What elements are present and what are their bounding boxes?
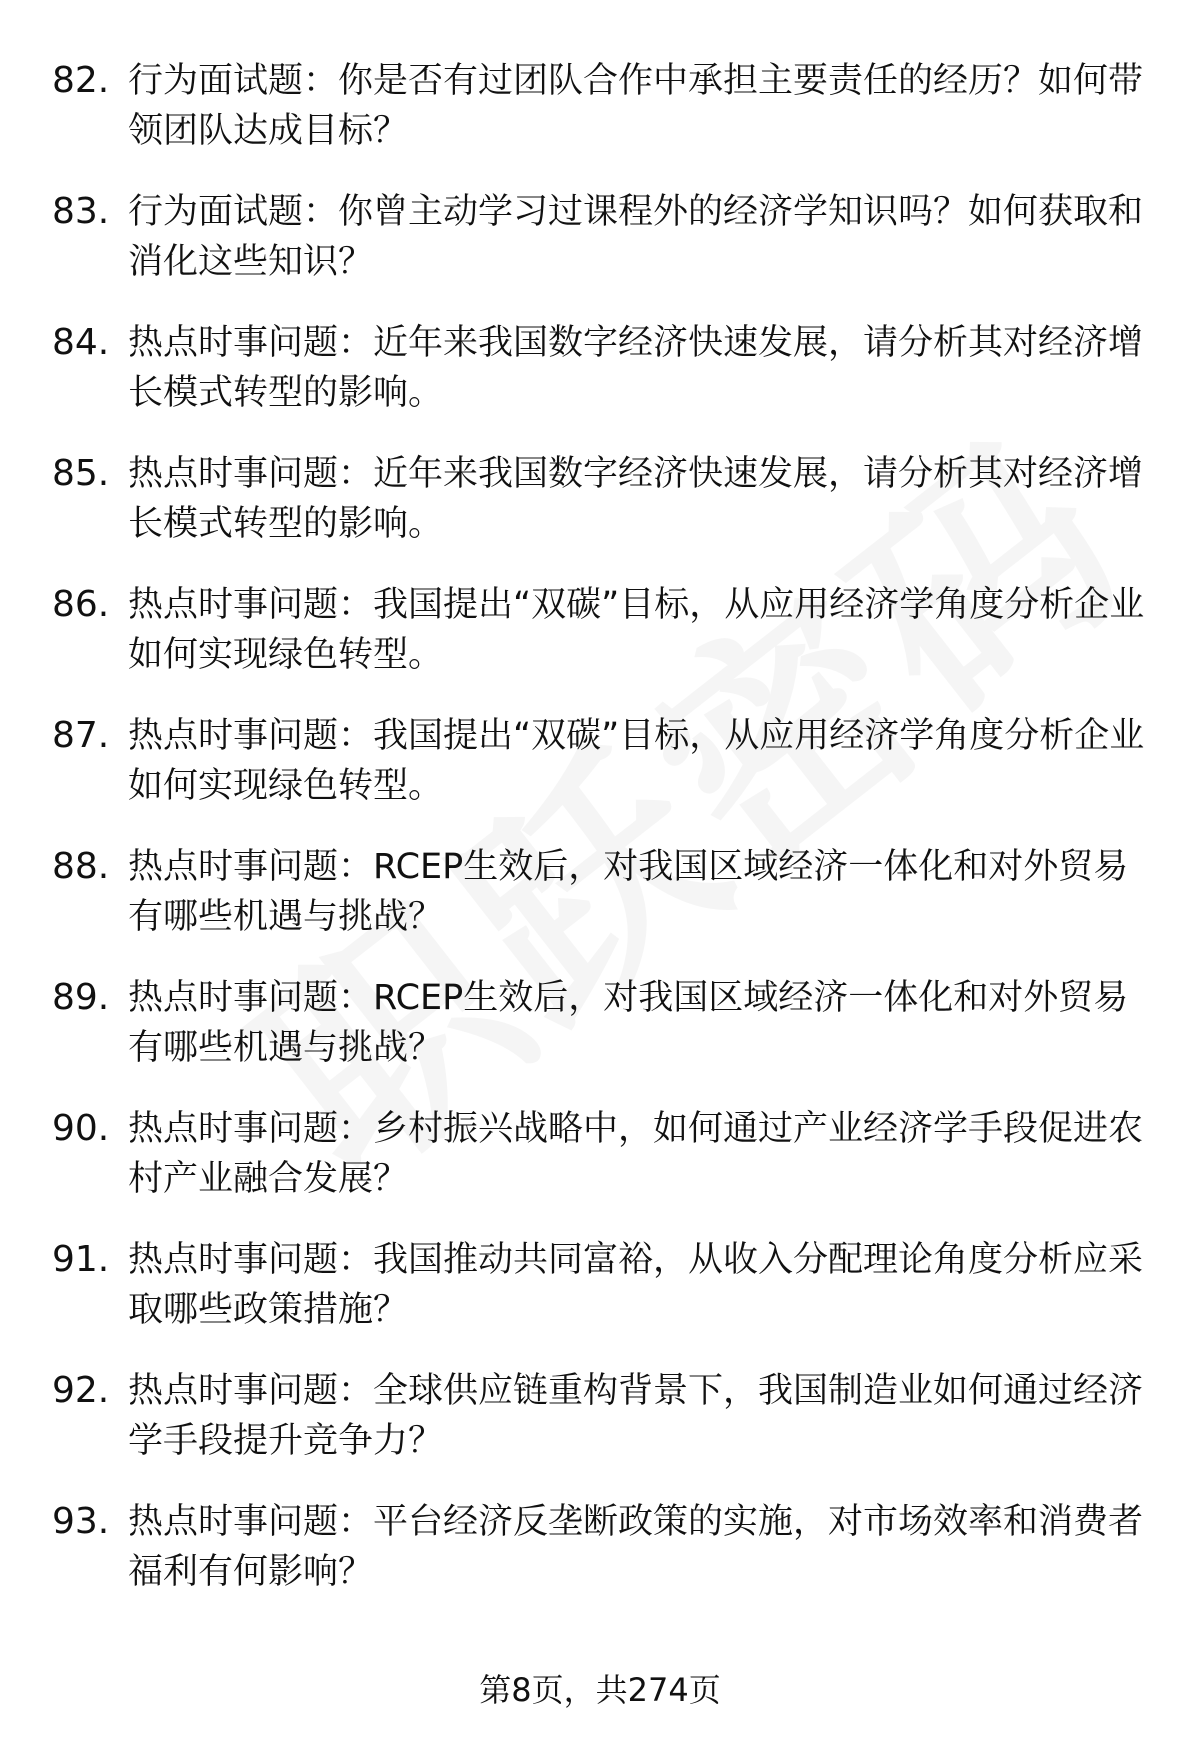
question-number: 85. — [52, 453, 110, 494]
list-item — [52, 1366, 1162, 1497]
question-text: 热点时事问题：乡村振兴战略中，如何通过产业经济学手段促进农村产业融合发展？ — [128, 1109, 1144, 1199]
list-item — [52, 56, 1162, 187]
question-number: 83. — [52, 191, 110, 232]
question-text: 热点时事问题：近年来我国数字经济快速发展，请分析其对经济增长模式转型的影响。 — [128, 323, 1144, 413]
question-text: 行为面试题：你是否有过团队合作中承担主要责任的经历？如何带领团队达成目标？ — [128, 61, 1144, 151]
question-text: 热点时事问题：平台经济反垄断政策的实施，对市场效率和消费者福利有何影响？ — [128, 1502, 1144, 1592]
question-number: 90. — [52, 1108, 110, 1149]
list-item — [52, 580, 1162, 711]
list-item — [52, 842, 1162, 973]
question-number: 89. — [52, 977, 110, 1018]
list-item — [52, 1235, 1162, 1366]
question-number: 91. — [52, 1239, 110, 1280]
question-text: 热点时事问题：我国推动共同富裕，从收入分配理论角度分析应采取哪些政策措施？ — [128, 1240, 1144, 1330]
list-item — [52, 1104, 1162, 1235]
question-text: 行为面试题：你曾主动学习过课程外的经济学知识吗？如何获取和消化这些知识？ — [128, 192, 1144, 282]
question-number: 86. — [52, 584, 110, 625]
question-text: 热点时事问题：近年来我国数字经济快速发展，请分析其对经济增长模式转型的影响。 — [128, 454, 1144, 544]
question-number: 92. — [52, 1370, 110, 1411]
list-item — [52, 711, 1162, 842]
question-number: 87. — [52, 715, 110, 756]
question-number: 82. — [52, 60, 110, 101]
question-number: 84. — [52, 322, 110, 363]
question-list — [52, 56, 1162, 1628]
list-item — [52, 973, 1162, 1104]
list-item — [52, 318, 1162, 449]
list-item — [52, 449, 1162, 580]
question-number: 88. — [52, 846, 110, 887]
question-number: 93. — [52, 1501, 110, 1542]
list-item — [52, 187, 1162, 318]
question-text: 热点时事问题：RCEP生效后，对我国区域经济一体化和对外贸易有哪些机遇与挑战？ — [128, 847, 1129, 937]
list-item — [52, 1497, 1162, 1628]
question-text: 热点时事问题：我国提出“双碳”目标，从应用经济学角度分析企业如何实现绿色转型。 — [128, 716, 1145, 806]
question-text: 热点时事问题：我国提出“双碳”目标，从应用经济学角度分析企业如何实现绿色转型。 — [128, 585, 1145, 675]
question-text: 热点时事问题：全球供应链重构背景下，我国制造业如何通过经济学手段提升竞争力？ — [128, 1371, 1144, 1461]
question-text: 热点时事问题：RCEP生效后，对我国区域经济一体化和对外贸易有哪些机遇与挑战？ — [128, 978, 1129, 1068]
page-number-footer: 第8页，共274页 — [479, 1671, 721, 1709]
